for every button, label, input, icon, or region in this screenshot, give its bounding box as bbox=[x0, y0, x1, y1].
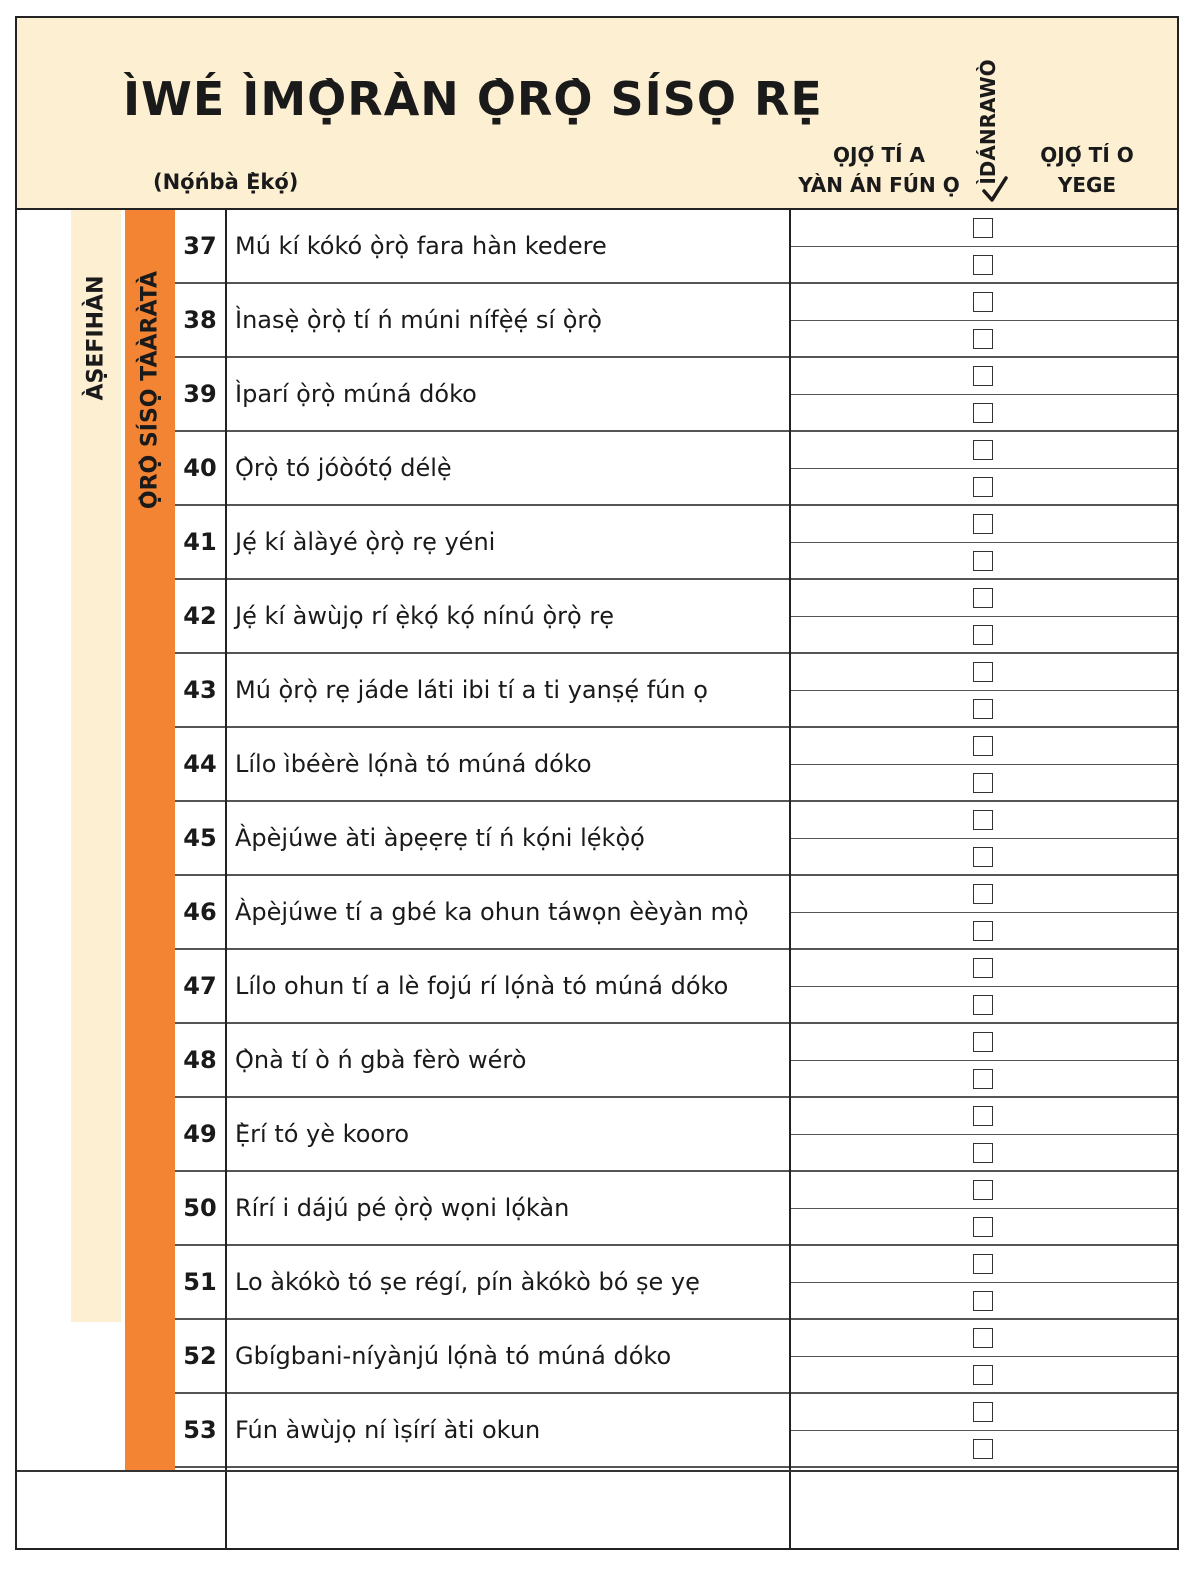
lesson-title: Jẹ́ kí àwùjọ rí ẹ̀kọ́ kọ́ nínú ọ̀rọ̀ rẹ bbox=[235, 602, 614, 630]
study-form bbox=[15, 16, 1179, 1550]
lesson-number: 41 bbox=[183, 528, 217, 556]
lesson-number: 47 bbox=[183, 972, 217, 1000]
exercise-checkbox[interactable] bbox=[973, 1180, 993, 1200]
exercise-checkbox[interactable] bbox=[973, 1291, 993, 1311]
checkmark-icon bbox=[981, 174, 1009, 204]
divider-number-column bbox=[225, 208, 227, 1550]
section-label-demonstration: ÀṢEFIHÀN bbox=[83, 275, 109, 401]
section-label-delivery: Ọ̀RỌ̀ SÍSỌ TÀÀRÀTÀ bbox=[137, 270, 163, 510]
exercise-checkbox[interactable] bbox=[973, 329, 993, 349]
row-divider bbox=[789, 838, 1177, 839]
lesson-number: 44 bbox=[183, 750, 217, 778]
lesson-number: 42 bbox=[183, 602, 217, 630]
lesson-number: 50 bbox=[183, 1194, 217, 1222]
lesson-row bbox=[175, 432, 1177, 506]
exercise-checkbox[interactable] bbox=[973, 1217, 993, 1237]
page-subtitle: (Nọ́ńbà Ẹ̀kọ́) bbox=[153, 170, 299, 194]
lesson-number: 45 bbox=[183, 824, 217, 852]
exercise-checkbox[interactable] bbox=[973, 1106, 993, 1126]
lesson-title: Lílo ìbéèrè lọ́nà tó múná dóko bbox=[235, 750, 592, 778]
lesson-title: Ìnasẹ̀ ọ̀rọ̀ tí ń múni nífẹ̀ẹ́ sí ọ̀rọ̀ bbox=[235, 306, 602, 334]
divider-date-column bbox=[789, 208, 791, 1550]
section-band-delivery bbox=[125, 210, 175, 1472]
column-header-completed-date-line1: ỌJỌ́ TÍ O bbox=[1040, 143, 1134, 167]
exercise-checkbox[interactable] bbox=[973, 995, 993, 1015]
exercise-checkbox[interactable] bbox=[973, 366, 993, 386]
exercise-checkbox[interactable] bbox=[973, 1143, 993, 1163]
lesson-title: Àpèjúwe àti àpẹẹrẹ tí ń kọ́ni lẹ́kọ̀ọ́ bbox=[235, 824, 645, 852]
row-divider bbox=[789, 764, 1177, 765]
lesson-title: Lílo ohun tí a lè fojú rí lọ́nà tó múná dóko bbox=[235, 972, 729, 1000]
column-header-completed-date bbox=[1017, 140, 1157, 200]
row-divider bbox=[789, 1430, 1177, 1431]
lesson-row bbox=[175, 358, 1177, 432]
exercise-checkbox[interactable] bbox=[973, 1328, 993, 1348]
exercise-checkbox[interactable] bbox=[973, 958, 993, 978]
row-divider bbox=[789, 616, 1177, 617]
lesson-title: Jẹ́ kí àlàyé ọ̀rọ̀ rẹ yéni bbox=[235, 528, 496, 556]
lesson-title: Mú ọ̀rọ̀ rẹ jáde láti ibi tí a ti yanṣẹ́ fún ọ bbox=[235, 676, 708, 704]
row-divider bbox=[789, 1060, 1177, 1061]
row-divider bbox=[789, 320, 1177, 321]
lesson-row bbox=[175, 802, 1177, 876]
lesson-number: 37 bbox=[183, 232, 217, 260]
column-header-exercise-label: ÌDÁNRAWÒ bbox=[976, 59, 1000, 185]
page-title: ÌWÉ ÌMỌ̀RÀN Ọ̀RỌ̀ SÍSỌ RẸ bbox=[123, 72, 823, 126]
exercise-checkbox[interactable] bbox=[973, 218, 993, 238]
lesson-number: 39 bbox=[183, 380, 217, 408]
lesson-row bbox=[175, 950, 1177, 1024]
lesson-number: 40 bbox=[183, 454, 217, 482]
exercise-checkbox[interactable] bbox=[973, 847, 993, 867]
column-header-assigned-date-line1: ỌJỌ́ TÍ A bbox=[833, 143, 925, 167]
exercise-checkbox[interactable] bbox=[973, 440, 993, 460]
row-divider bbox=[789, 468, 1177, 469]
lesson-title: Rírí i dájú pé ọ̀rọ̀ wọni lọ́kàn bbox=[235, 1194, 570, 1222]
column-header-assigned-date bbox=[791, 140, 967, 200]
exercise-checkbox[interactable] bbox=[973, 810, 993, 830]
lesson-row bbox=[175, 1172, 1177, 1246]
lesson-row bbox=[175, 580, 1177, 654]
exercise-checkbox[interactable] bbox=[973, 514, 993, 534]
exercise-checkbox[interactable] bbox=[973, 551, 993, 571]
lesson-row bbox=[175, 728, 1177, 802]
lesson-title: Ìparí ọ̀rọ̀ múná dóko bbox=[235, 380, 477, 408]
lesson-number: 49 bbox=[183, 1120, 217, 1148]
lesson-title: Ọ̀rọ̀ tó jóòótọ́ délẹ̀ bbox=[235, 454, 452, 482]
row-divider bbox=[789, 986, 1177, 987]
row-divider bbox=[789, 394, 1177, 395]
exercise-checkbox[interactable] bbox=[973, 255, 993, 275]
exercise-checkbox[interactable] bbox=[973, 477, 993, 497]
lesson-number: 43 bbox=[183, 676, 217, 704]
lesson-number: 51 bbox=[183, 1268, 217, 1296]
lesson-row bbox=[175, 210, 1177, 284]
exercise-checkbox[interactable] bbox=[973, 1402, 993, 1422]
row-divider bbox=[789, 246, 1177, 247]
lesson-row bbox=[175, 1394, 1177, 1468]
exercise-checkbox[interactable] bbox=[973, 773, 993, 793]
row-divider bbox=[789, 1208, 1177, 1209]
lesson-title: Lo àkókò tó ṣe régí, pín àkókò bó ṣe yẹ bbox=[235, 1268, 700, 1296]
row-divider bbox=[789, 1134, 1177, 1135]
lesson-row bbox=[175, 876, 1177, 950]
exercise-checkbox[interactable] bbox=[973, 588, 993, 608]
row-divider bbox=[789, 1356, 1177, 1357]
exercise-checkbox[interactable] bbox=[973, 403, 993, 423]
footer-divider bbox=[17, 1470, 1177, 1472]
row-divider bbox=[789, 542, 1177, 543]
lesson-row bbox=[175, 1320, 1177, 1394]
exercise-checkbox[interactable] bbox=[973, 1069, 993, 1089]
row-divider bbox=[789, 690, 1177, 691]
column-header-completed-date-line2: YEGE bbox=[1057, 173, 1117, 197]
exercise-checkbox[interactable] bbox=[973, 1254, 993, 1274]
lesson-title: Mú kí kókó ọ̀rọ̀ fara hàn kedere bbox=[235, 232, 607, 260]
lesson-title: Ẹ̀rí tó yè kooro bbox=[235, 1120, 410, 1148]
lesson-number: 46 bbox=[183, 898, 217, 926]
lesson-row bbox=[175, 1098, 1177, 1172]
row-divider bbox=[789, 1282, 1177, 1283]
exercise-checkbox[interactable] bbox=[973, 1365, 993, 1385]
exercise-checkbox[interactable] bbox=[973, 1439, 993, 1459]
exercise-checkbox[interactable] bbox=[973, 292, 993, 312]
lesson-row bbox=[175, 654, 1177, 728]
lesson-number: 38 bbox=[183, 306, 217, 334]
exercise-checkbox[interactable] bbox=[973, 625, 993, 645]
lesson-title: Gbígbani-níyànjú lọ́nà tó múná dóko bbox=[235, 1342, 672, 1370]
lesson-number: 48 bbox=[183, 1046, 217, 1074]
lesson-number: 53 bbox=[183, 1416, 217, 1444]
lesson-row bbox=[175, 284, 1177, 358]
lesson-number: 52 bbox=[183, 1342, 217, 1370]
exercise-checkbox[interactable] bbox=[973, 921, 993, 941]
lesson-title: Àpèjúwe tí a gbé ka ohun táwọn èèyàn mọ̀ bbox=[235, 898, 749, 926]
exercise-checkbox[interactable] bbox=[973, 1032, 993, 1052]
exercise-checkbox[interactable] bbox=[973, 736, 993, 756]
section-band-demonstration bbox=[71, 210, 121, 1322]
lesson-title: Ọ̀nà tí ò ń gbà fèrò wérò bbox=[235, 1046, 527, 1074]
exercise-checkbox[interactable] bbox=[973, 662, 993, 682]
form-header bbox=[17, 18, 1177, 210]
lesson-row bbox=[175, 1246, 1177, 1320]
exercise-checkbox[interactable] bbox=[973, 699, 993, 719]
lesson-row bbox=[175, 506, 1177, 580]
row-divider bbox=[789, 912, 1177, 913]
lesson-title: Fún àwùjọ ní ìṣírí àti okun bbox=[235, 1416, 541, 1444]
exercise-checkbox[interactable] bbox=[973, 884, 993, 904]
column-header-assigned-date-line2: YÀN ÁN FÚN Ọ bbox=[798, 173, 960, 197]
lesson-row bbox=[175, 1024, 1177, 1098]
